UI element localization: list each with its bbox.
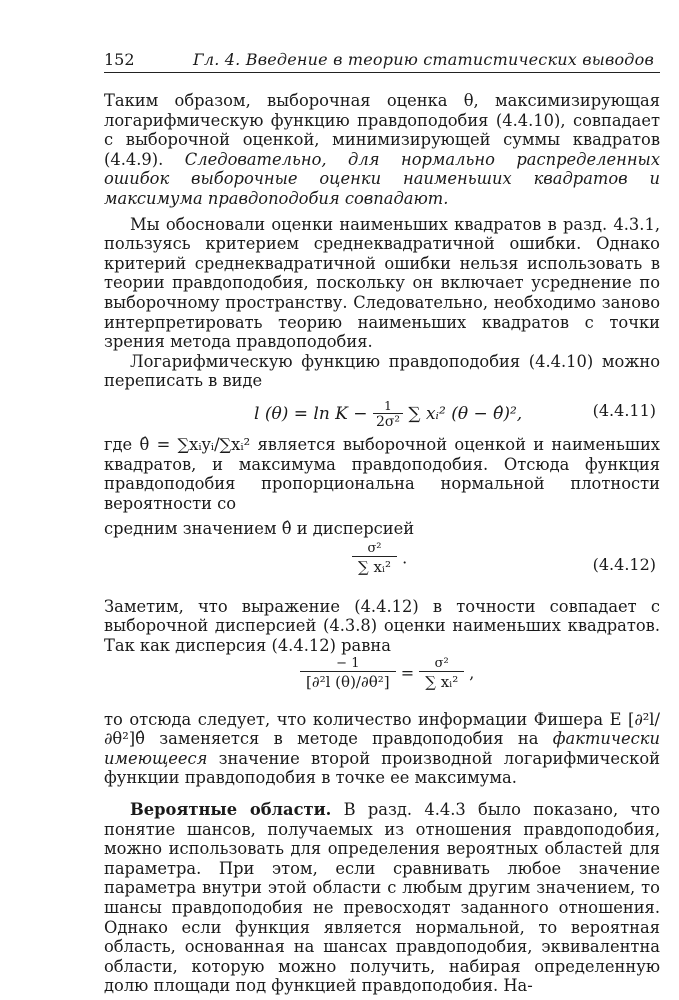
- equation-4-4-12-body: [352, 541, 407, 577]
- equation-4-4-12: [104, 539, 660, 597]
- paragraph-1: [104, 91, 660, 209]
- paragraph-2: Мы обосновали оценки наименьших квадратов в разд. 4.3.1, пользуясь критерием среднеквадратичной ошибки. Однако критерий среднеквадратичной ошибки нельзя использовать в теории правдоподобия, поскольку он включает усреднение по выборочному пространству. Следовательно, необходимо заново интерпретировать теорию наименьших квадратов с точки зрения метода правдоподобия.: [104, 214, 660, 352]
- eq12-fraction: [352, 541, 397, 577]
- eqv-den-1: [∂²l (θ)/∂θ²]: [306, 672, 390, 691]
- eq11-left: l (θ) = ln K −: [254, 403, 368, 424]
- eqv-num-1: − 1: [300, 656, 396, 672]
- paragraph-7: [104, 800, 660, 996]
- paragraph-6-text-2: значение второй производной логарифмической функции правдоподобия в точке ее максимума.: [104, 748, 660, 788]
- eq12-num: σ²: [352, 541, 397, 557]
- paragraph-4b: средним значением θ̂ и дисперсией: [104, 519, 415, 539]
- paragraph-5: Заметим, что выражение (4.4.12) в точности совпадает с выборочной дисперсией (4.3.8) оценки наименьших квадратов. Так как дисперсия (4.4.12) равна: [104, 596, 660, 656]
- eqv-num-2: σ²: [419, 656, 464, 672]
- paragraph-1-italic: Следовательно, для нормально распределенных ошибок выборочные оценки наименьших квадратов и максимума правдоподобия совпадают.: [104, 149, 660, 208]
- eqv-den-2: ∑ xᵢ²: [425, 672, 459, 691]
- eqv-tail: ,: [469, 663, 475, 683]
- equation-number-4-4-12: (4.4.12): [592, 554, 656, 574]
- paragraph-7-text: В разд. 4.4.3 было показано, что понятие шансов, получаемых из отношения правдоподобия, можно использовать для определения вероятных областей для параметра. При этом, если сравнивать любое значение параметра внутри этой области с любым другим значением, то шансы правдоподобия не превосходят заданного отношения. Однако если функция является нормальной, то вероятная область, основанная на шансах правдоподобия, эквивалентна области, которую можно получить, набирая определенную долю площади под функцией правдоподобия. На-: [104, 800, 660, 996]
- paragraph-6-italic: фактически имеющееся: [104, 729, 660, 768]
- equation-4-4-11: [104, 391, 660, 435]
- page-number: 152: [104, 50, 135, 69]
- paragraph-6-text-1: то отсюда следует, что количество информации Фишера E [∂²l/∂θ²]θ̂ заменяется в методе правдоподобия на: [104, 709, 660, 749]
- running-title: Гл. 4. Введение в теорию статистических выводов: [193, 50, 654, 69]
- equation-4-4-11-body: [254, 399, 522, 430]
- section-heading-credible-regions: Вероятные области.: [130, 800, 332, 820]
- eq12-tail: .: [402, 548, 408, 568]
- eq11-frac-num: 1: [373, 399, 403, 414]
- paragraph-6: [104, 710, 660, 788]
- eq11-fraction: [373, 399, 403, 430]
- eqv-fraction-2: [419, 656, 464, 692]
- equation-variance: [104, 656, 660, 710]
- paragraph-4: где θ̂ = ∑xᵢyᵢ/∑xᵢ² является выборочной оценкой и наименьших квадратов, и максимума правдоподобия. Отсюда функция правдоподобия пропорциональна нормальной плотности вероятности со: [104, 434, 660, 513]
- equation-variance-body: [300, 656, 474, 692]
- running-head: [104, 46, 660, 72]
- eqv-equals: =: [400, 663, 415, 683]
- eqv-fraction-1: [300, 656, 396, 692]
- book-page: [104, 46, 660, 996]
- equation-number-4-4-11: (4.4.11): [592, 400, 656, 420]
- eq11-frac-den: 2σ²: [375, 413, 401, 430]
- paragraph-1-text: Таким образом, выборочная оценка θ, максимизирующая логарифмическую функцию правдоподобия (4.4.10), совпадает с выборочной оценкой, минимизирующей суммы квадратов (4.4.9).: [104, 91, 660, 169]
- header-rule: [104, 72, 660, 73]
- eq11-right: ∑ xᵢ² (θ − θ̂)²,: [408, 403, 523, 424]
- eq12-den: ∑ xᵢ²: [358, 557, 391, 576]
- paragraph-3: Логарифмическую функцию правдоподобия (4.4.10) можно переписать в виде: [104, 351, 660, 391]
